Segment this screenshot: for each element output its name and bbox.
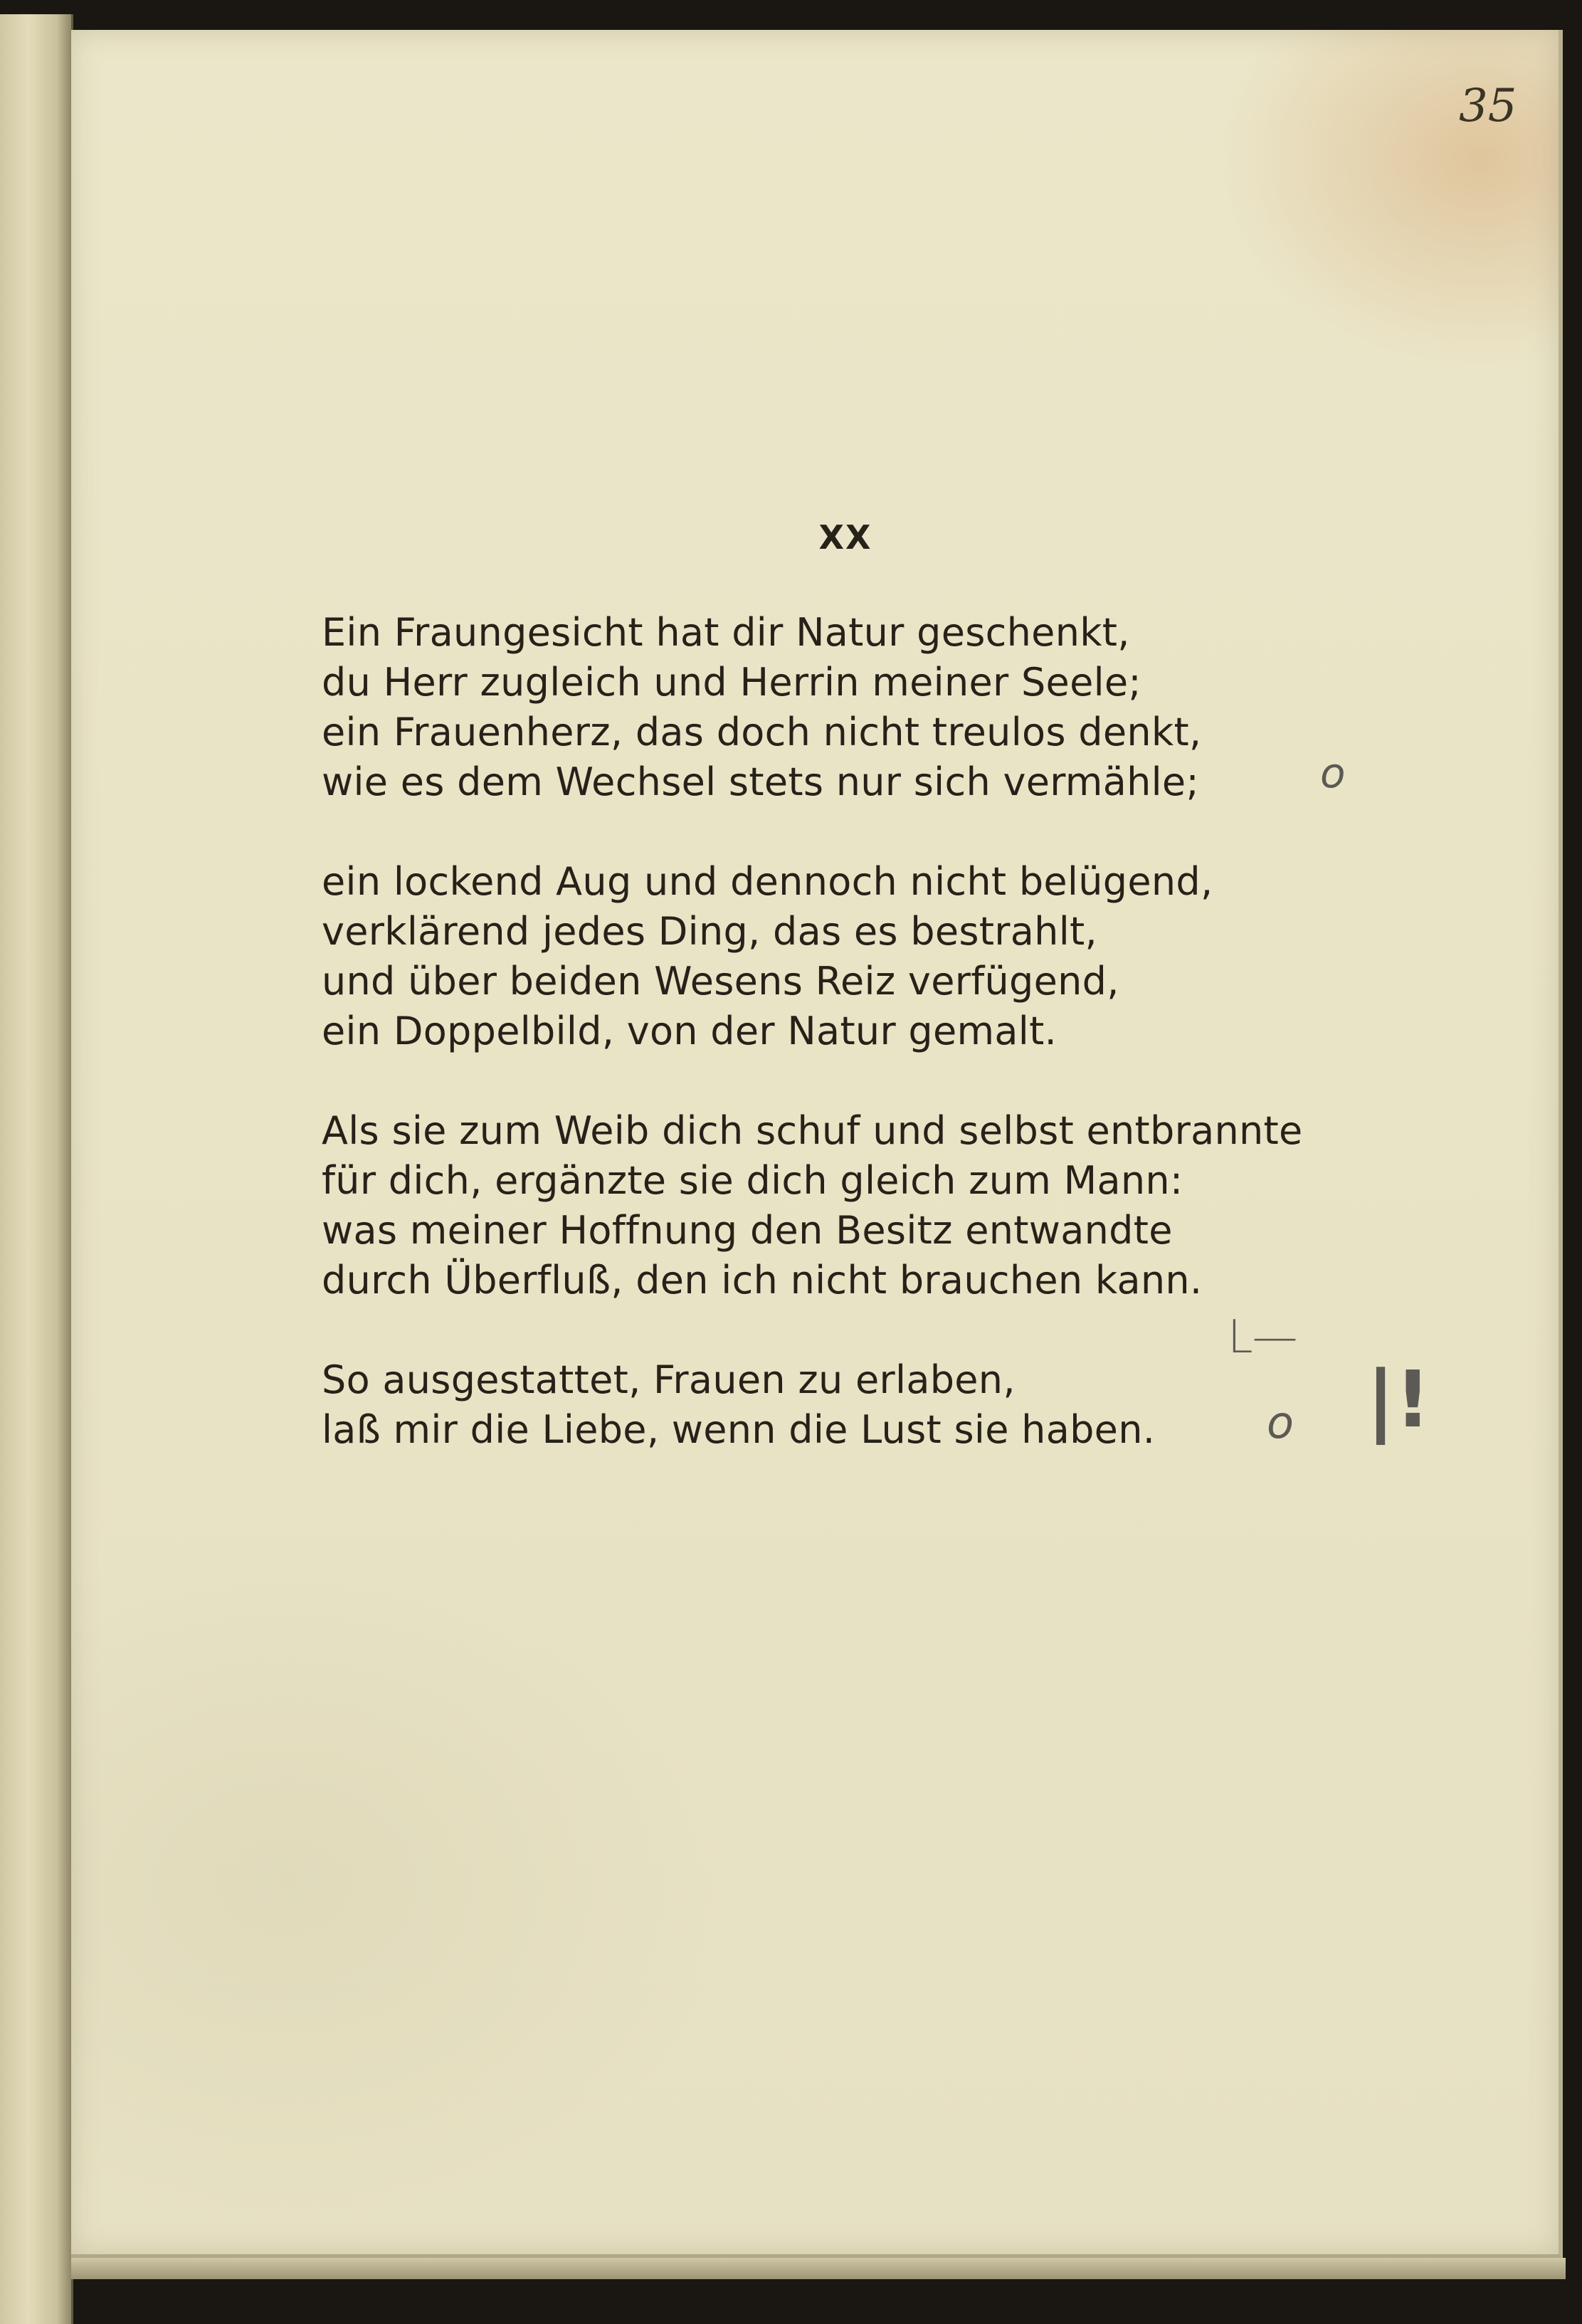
verse-line: Ein Fraungesicht hat dir Natur geschenkt, bbox=[322, 610, 1130, 655]
page-number: 35 bbox=[1459, 80, 1517, 132]
verse-line: So ausgestattet, Frauen zu erlaben, bbox=[322, 1357, 1016, 1402]
pencil-mark-bar-exclamation: |! bbox=[1366, 1354, 1431, 1445]
verse-line: wie es dem Wechsel stets nur sich vermähle; bbox=[322, 759, 1199, 804]
book-page bbox=[71, 30, 1563, 2258]
pencil-mark-l-dash: L— bbox=[1228, 1311, 1298, 1364]
pencil-mark-o-lower: o bbox=[1267, 1397, 1294, 1448]
verse-line: laß mir die Liebe, wenn die Lust sie haben. bbox=[322, 1407, 1156, 1452]
verse-line: ein Doppelbild, von der Natur gemalt. bbox=[322, 1009, 1058, 1053]
verse-line: was meiner Hoffnung den Besitz entwandte bbox=[322, 1208, 1173, 1253]
verse-line: für dich, ergänzte sie dich gleich zum Mann: bbox=[322, 1158, 1183, 1203]
pencil-mark-o-upper: o bbox=[1320, 749, 1346, 797]
verse-line: verklärend jedes Ding, das es bestrahlt, bbox=[322, 909, 1097, 954]
verse-line: ein Frauenherz, das doch nicht treulos denkt, bbox=[322, 710, 1202, 754]
verse-line: ein lockend Aug und dennoch nicht belügend, bbox=[322, 859, 1213, 904]
verse-line: und über beiden Wesens Reiz verfügend, bbox=[322, 959, 1119, 1004]
verse-line: du Herr zugleich und Herrin meiner Seele; bbox=[322, 660, 1141, 705]
verse-line: durch Überfluß, den ich nicht brauchen kann. bbox=[322, 1258, 1203, 1303]
page-bottom-edge bbox=[71, 2258, 1566, 2279]
facing-page-edge bbox=[0, 14, 73, 2324]
verse-line: Als sie zum Weib dich schuf und selbst entbrannte bbox=[322, 1108, 1303, 1153]
poem-heading: XX bbox=[818, 518, 872, 557]
